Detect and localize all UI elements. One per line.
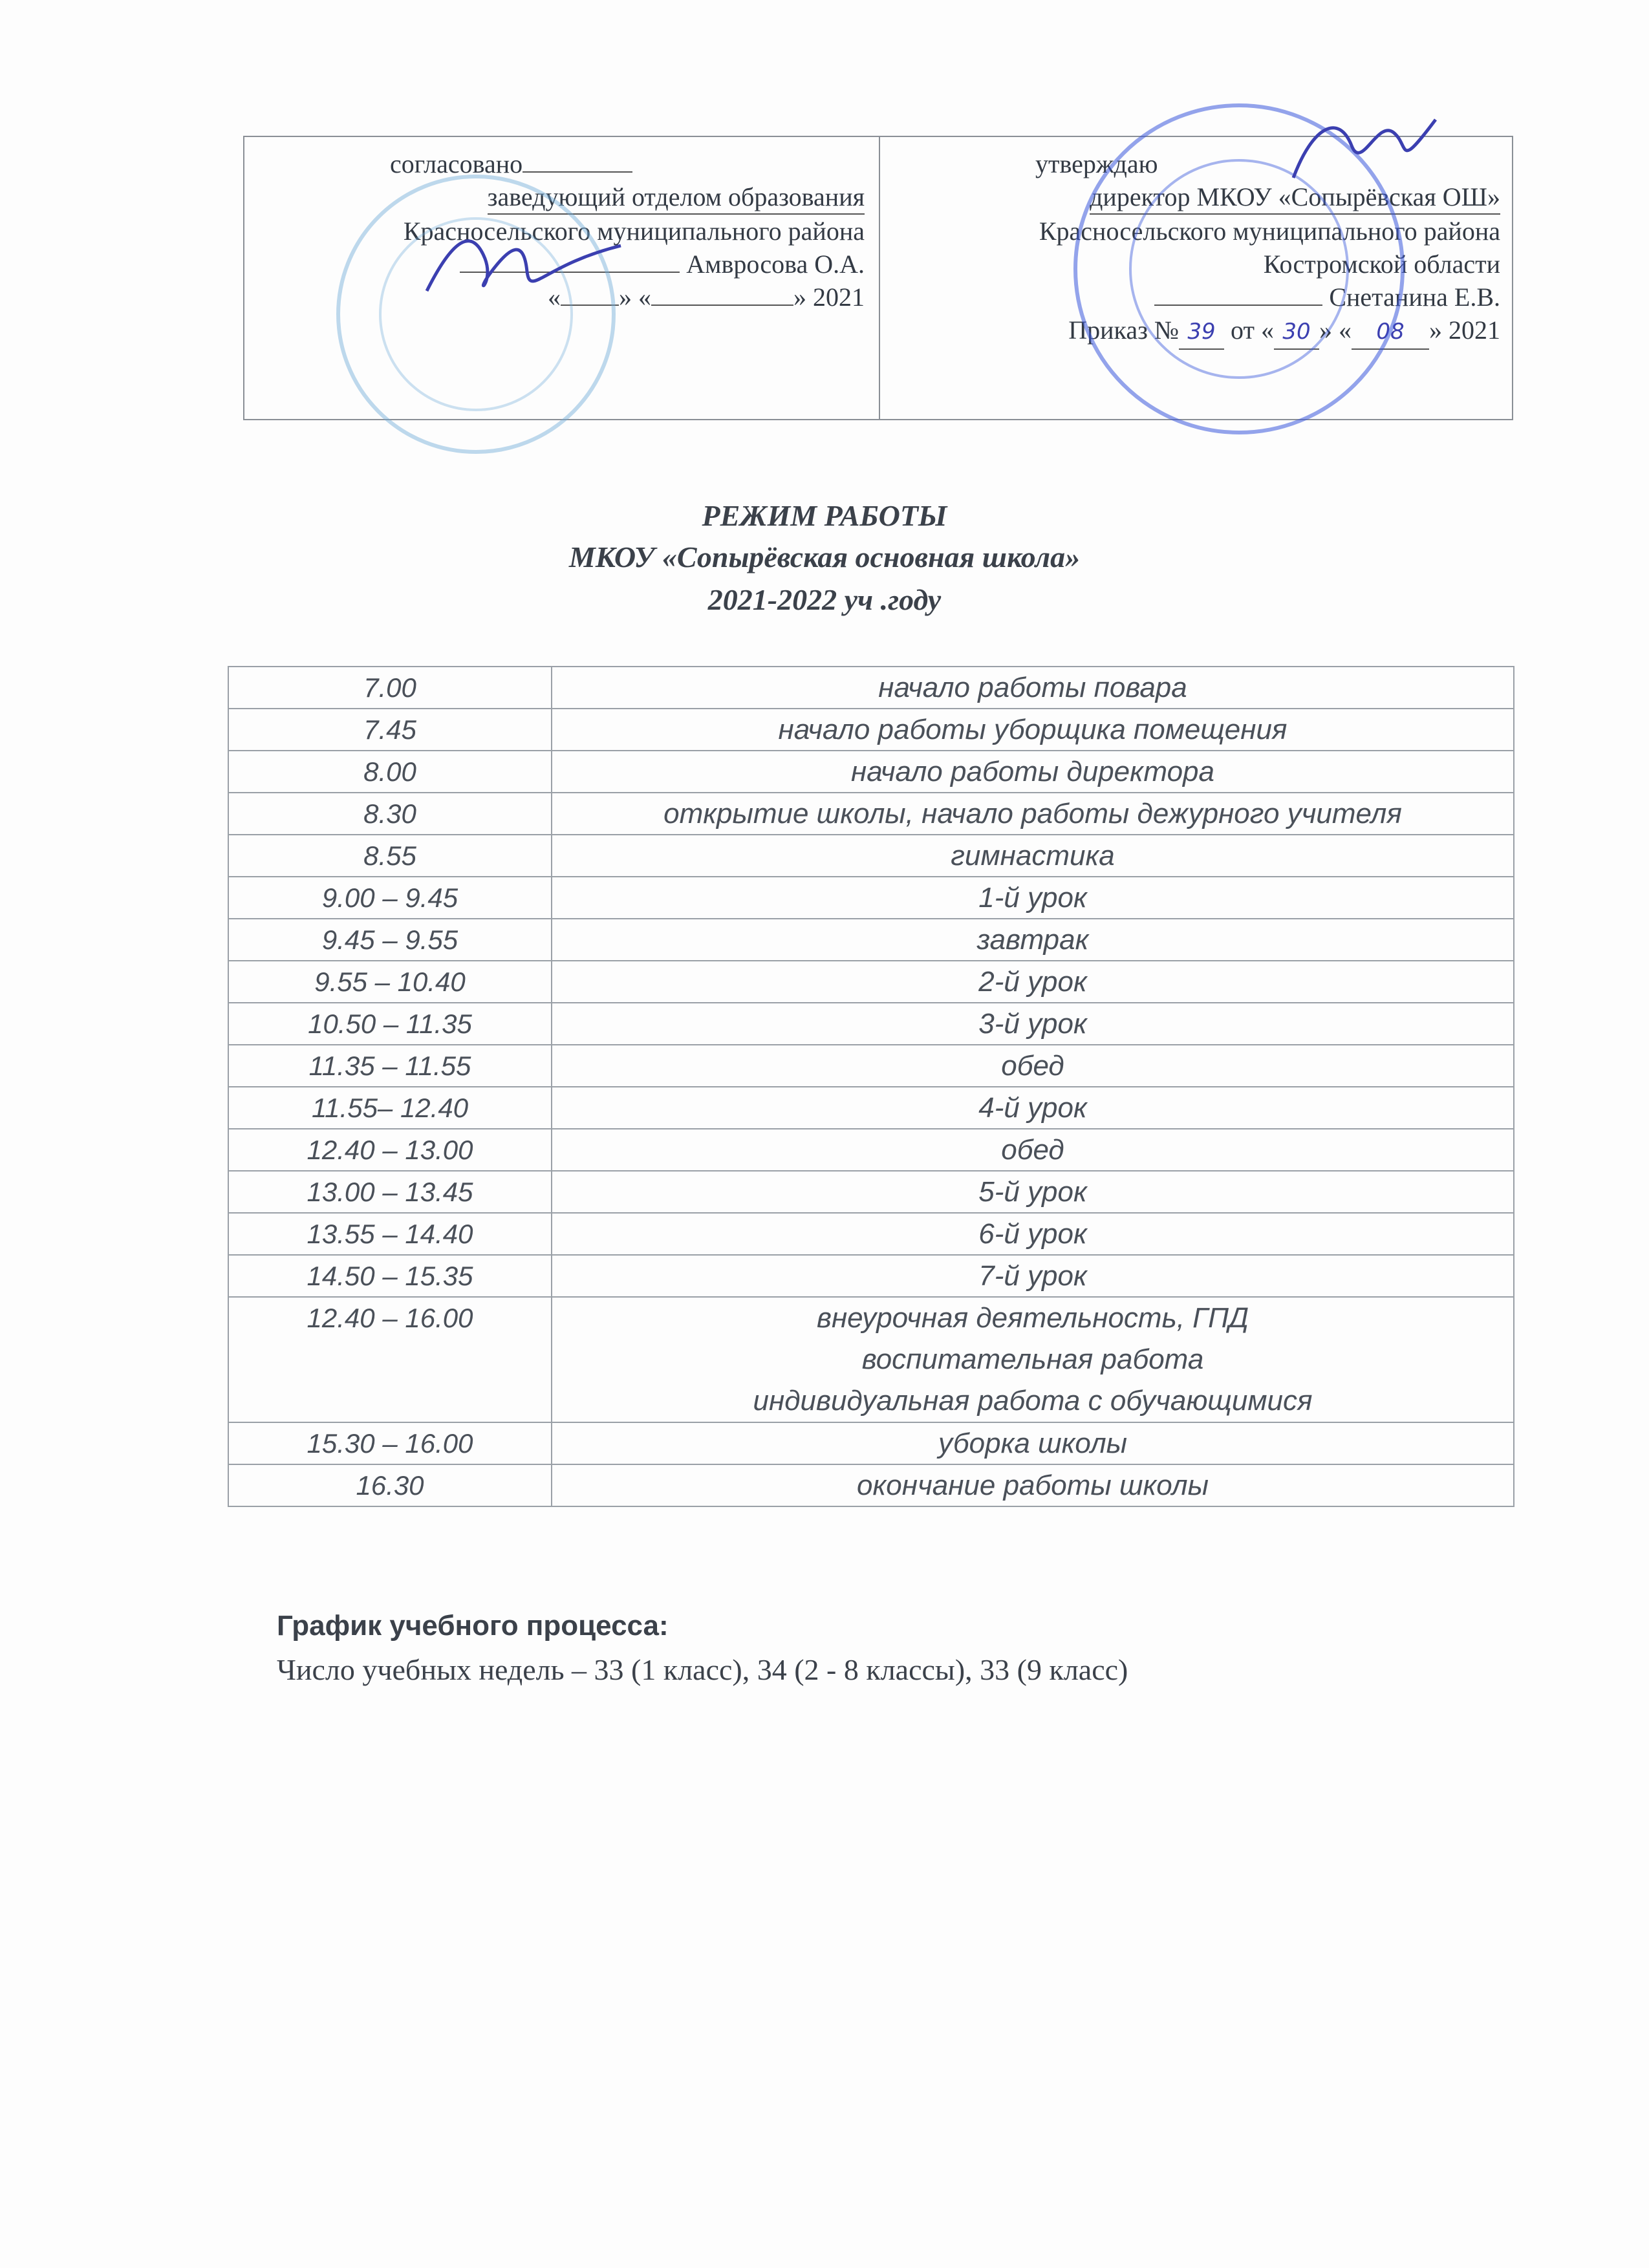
schedule-time: 9.55 – 10.40 [228, 961, 552, 1003]
activity-line: открытие школы, начало работы дежурного учителя [663, 798, 1402, 829]
schedule-row [228, 1255, 1514, 1297]
schedule-row [228, 1464, 1514, 1506]
activity-line: 6-й урок [978, 1218, 1087, 1250]
approved-name: Снетанина Е.В. [880, 281, 1500, 314]
order-day: 30 [1282, 319, 1311, 345]
schedule-time: 12.40 – 16.00 [228, 1297, 552, 1422]
activity-line: уборка школы [938, 1428, 1128, 1459]
schedule-row [228, 961, 1514, 1003]
schedule-time: 8.30 [228, 793, 552, 835]
schedule-activity [552, 1255, 1514, 1297]
schedule-row [228, 1297, 1514, 1422]
weeks-count-text: Число учебных недель – 33 (1 класс), 34 (2 - 8 классы), 33 (9 класс) [277, 1653, 1128, 1686]
schedule-time: 13.55 – 14.40 [228, 1213, 552, 1255]
activity-line: воспитательная работа [861, 1343, 1204, 1375]
schedule-row [228, 1171, 1514, 1213]
schedule-activity [552, 793, 1514, 835]
schedule-activity [552, 1087, 1514, 1129]
schedule-row [228, 793, 1514, 835]
schedule-row [228, 751, 1514, 793]
activity-line: начало работы директора [851, 756, 1214, 787]
schedule-time: 8.00 [228, 751, 552, 793]
order-number: 39 [1187, 319, 1216, 345]
schedule-row [228, 1003, 1514, 1045]
schedule-time: 8.55 [228, 835, 552, 877]
schedule-activity [552, 1045, 1514, 1087]
schedule-body [228, 667, 1514, 1506]
activity-line: гимнастика [951, 840, 1115, 872]
schedule-row [228, 877, 1514, 919]
schedule-activity [552, 835, 1514, 877]
schedule-time: 14.50 – 15.35 [228, 1255, 552, 1297]
schedule-activity [552, 1003, 1514, 1045]
activity-line: 4-й урок [978, 1092, 1087, 1124]
activity-line: обед [1001, 1050, 1064, 1082]
schedule-time: 13.00 – 13.45 [228, 1171, 552, 1213]
schedule-row [228, 1129, 1514, 1171]
schedule-time: 9.45 – 9.55 [228, 919, 552, 961]
agreed-position: заведующий отделом образования [244, 180, 865, 215]
schedule-time: 7.00 [228, 667, 552, 709]
schedule-time: 15.30 – 16.00 [228, 1422, 552, 1464]
schedule-activity [552, 1171, 1514, 1213]
schedule-time: 11.55– 12.40 [228, 1087, 552, 1129]
activity-line: окончание работы школы [857, 1470, 1209, 1501]
approved-order: Приказ № 39 от « 30 » « 08 » 2021 [880, 314, 1500, 350]
schedule-activity [552, 919, 1514, 961]
schedule-activity [552, 1422, 1514, 1464]
school-name: МКОУ «Сопырёвская основная школа» [568, 540, 1081, 573]
official-stamp-left [336, 175, 616, 454]
approved-region: Костромской области [1263, 250, 1500, 279]
official-stamp-right [1073, 103, 1405, 434]
schedule-time: 9.00 – 9.45 [228, 877, 552, 919]
schedule-activity [552, 667, 1514, 709]
activity-line: 2-й урок [978, 966, 1087, 998]
activity-line: завтрак [976, 924, 1089, 956]
schedule-activity [552, 751, 1514, 793]
schedule-table [228, 666, 1514, 1507]
schedule-activity [552, 877, 1514, 919]
approved-position: директор МКОУ «Сопырёвская ОШ» [880, 180, 1500, 215]
schedule-row [228, 709, 1514, 751]
activity-line: 5-й урок [978, 1176, 1087, 1208]
activity-line: обед [1001, 1134, 1064, 1166]
schedule-row [228, 667, 1514, 709]
schedule-row [228, 1213, 1514, 1255]
schedule-row [228, 919, 1514, 961]
schedule-time: 16.30 [228, 1464, 552, 1506]
schedule-time: 11.35 – 11.55 [228, 1045, 552, 1087]
schedule-row [228, 1087, 1514, 1129]
schedule-activity [552, 961, 1514, 1003]
activity-line: начало работы уборщика помещения [778, 714, 1288, 745]
activity-line: внеурочная деятельность, ГПД [817, 1302, 1249, 1334]
schedule-time: 7.45 [228, 709, 552, 751]
process-schedule-heading: График учебного процесса: [277, 1610, 669, 1642]
schedule-row [228, 1045, 1514, 1087]
activity-line: индивидуальная работа с обучающимися [753, 1385, 1313, 1417]
order-month: 08 [1376, 319, 1405, 345]
agreed-district: Красносельского муниципального района [403, 217, 865, 246]
approved-label: утверждаю [1035, 149, 1158, 178]
schedule-activity [552, 1213, 1514, 1255]
schedule-activity [552, 709, 1514, 751]
activity-line: начало работы повара [878, 672, 1187, 703]
schedule-time: 12.40 – 13.00 [228, 1129, 552, 1171]
document-title: РЕЖИМ РАБОТЫ [702, 499, 947, 532]
agreed-name: Амвросова О.А. [244, 248, 865, 281]
schedule-activity [552, 1464, 1514, 1506]
approved-district: Красносельского муниципального района [1039, 217, 1500, 246]
schedule-activity [552, 1129, 1514, 1171]
agreed-label: согласовано [244, 147, 865, 180]
activity-line: 7-й урок [978, 1260, 1087, 1292]
activity-line: 1-й урок [978, 882, 1087, 914]
schedule-row [228, 835, 1514, 877]
schedule-activity [552, 1297, 1514, 1422]
activity-line: 3-й урок [978, 1008, 1087, 1040]
schedule-row [228, 1422, 1514, 1464]
academic-year: 2021-2022 уч .году [707, 583, 942, 616]
schedule-time: 10.50 – 11.35 [228, 1003, 552, 1045]
agreed-date: « » « » 2021 [548, 283, 865, 312]
